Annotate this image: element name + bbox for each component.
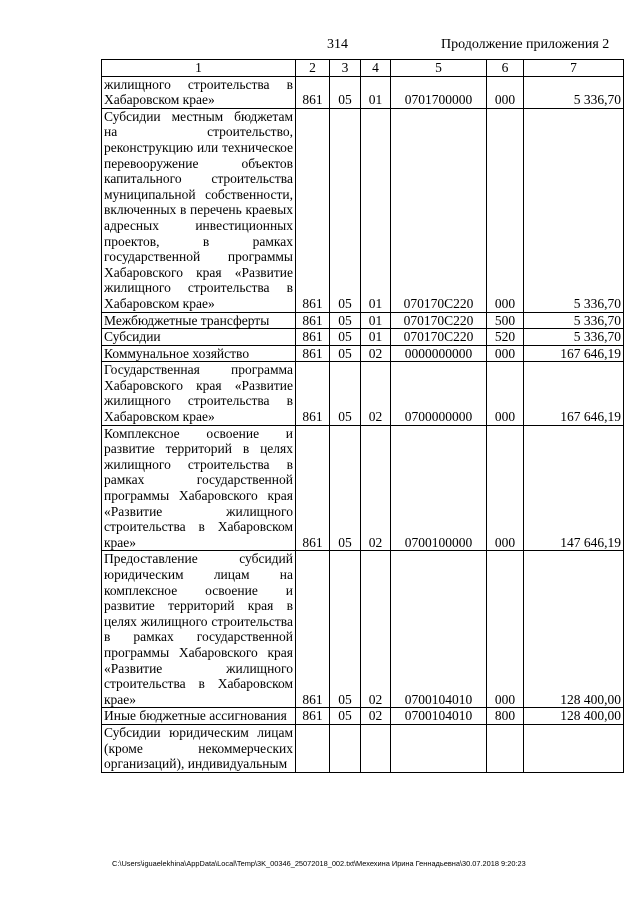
target-article-cell: 070170С220 [391,108,487,312]
appendix-continuation-label: Продолжение приложения 2 [441,37,610,52]
table-row [102,312,624,329]
subsection-code-cell: 02 [361,425,391,551]
column-header: 3 [330,60,361,77]
expense-type-cell: 000 [487,345,524,362]
subsection-code-cell: 02 [361,551,391,708]
item-name-cell: Комплексное освоение и развитие территорий в целях жилищного строительства в рамках государственной программы Хабаровского края «Развитие жилищного строительства в Хабаровском крае» [102,425,296,551]
ministry-code-cell: 861 [296,551,330,708]
expense-type-cell: 000 [487,362,524,425]
amount-cell: 5 336,70 [524,76,624,108]
expense-type-cell [487,724,524,772]
column-header: 5 [391,60,487,77]
table-row [102,425,624,551]
target-article-cell: 0700104010 [391,708,487,725]
ministry-code-cell: 861 [296,425,330,551]
table-row [102,724,624,772]
ministry-code-cell: 861 [296,345,330,362]
subsection-code-cell: 01 [361,76,391,108]
amount-cell: 5 336,70 [524,312,624,329]
target-article-cell [391,724,487,772]
section-code-cell: 05 [330,76,361,108]
section-code-cell: 05 [330,345,361,362]
page-number: 314 [327,37,348,52]
subsection-code-cell: 02 [361,345,391,362]
target-article-cell: 0000000000 [391,345,487,362]
amount-cell: 167 646,19 [524,345,624,362]
amount-cell: 5 336,70 [524,108,624,312]
budget-table [101,59,624,773]
expense-type-cell: 520 [487,329,524,346]
table-row [102,362,624,425]
file-path-footer: C:\Users\iguaelekhina\AppData\Local\Temp\3K_00346_25072018_002.txt\Мехехина Ирина Геннадьевна\30.07.2018 9:20:23 [112,859,526,868]
amount-cell: 147 646,19 [524,425,624,551]
amount-cell: 5 336,70 [524,329,624,346]
ministry-code-cell: 861 [296,76,330,108]
section-code-cell: 05 [330,551,361,708]
expense-type-cell: 800 [487,708,524,725]
item-name-cell: Межбюджетные трансферты [102,312,296,329]
column-header: 4 [361,60,391,77]
subsection-code-cell: 02 [361,362,391,425]
expense-type-cell: 000 [487,425,524,551]
ministry-code-cell [296,724,330,772]
ministry-code-cell: 861 [296,708,330,725]
table-row [102,329,624,346]
section-code-cell: 05 [330,312,361,329]
section-code-cell: 05 [330,362,361,425]
item-name-cell: жилищного строительства в Хабаровском крае» [102,76,296,108]
column-header: 2 [296,60,330,77]
target-article-cell: 0701700000 [391,76,487,108]
expense-type-cell: 000 [487,76,524,108]
target-article-cell: 070170С220 [391,312,487,329]
section-code-cell: 05 [330,108,361,312]
subsection-code-cell: 01 [361,329,391,346]
table-header-row [102,60,624,77]
ministry-code-cell: 861 [296,108,330,312]
column-header: 6 [487,60,524,77]
target-article-cell: 0700000000 [391,362,487,425]
table-row [102,108,624,312]
ministry-code-cell: 861 [296,312,330,329]
column-header: 1 [102,60,296,77]
amount-cell [524,724,624,772]
expense-type-cell: 000 [487,108,524,312]
amount-cell: 167 646,19 [524,362,624,425]
item-name-cell: Государственная программа Хабаровского края «Развитие жилищного строительства в Хабаровском крае» [102,362,296,425]
ministry-code-cell: 861 [296,329,330,346]
amount-cell: 128 400,00 [524,708,624,725]
section-code-cell: 05 [330,329,361,346]
expense-type-cell: 000 [487,551,524,708]
table-row [102,551,624,708]
table-row [102,708,624,725]
item-name-cell: Коммунальное хозяйство [102,345,296,362]
section-code-cell: 05 [330,425,361,551]
column-header: 7 [524,60,624,77]
subsection-code-cell: 01 [361,312,391,329]
item-name-cell: Иные бюджетные ассигнования [102,708,296,725]
table-row [102,345,624,362]
subsection-code-cell [361,724,391,772]
target-article-cell: 0700104010 [391,551,487,708]
target-article-cell: 0700100000 [391,425,487,551]
target-article-cell: 070170С220 [391,329,487,346]
item-name-cell: Субсидии [102,329,296,346]
ministry-code-cell: 861 [296,362,330,425]
table-row [102,76,624,108]
section-code-cell: 05 [330,708,361,725]
item-name-cell: Субсидии местным бюджетам на строительство, реконструкцию или техническое перевооружение объектов капитального строительства муниципальной собственности, включенных в перечень краевых адресных инвестиционных проектов, в рамках государственной программы Хабаровского края «Развитие жилищного строительства в Хабаровском крае» [102,108,296,312]
subsection-code-cell: 01 [361,108,391,312]
subsection-code-cell: 02 [361,708,391,725]
item-name-cell: Предоставление субсидий юридическим лицам на комплексное освоение и развитие территорий края в целях жилищного строительства в рамках государственной программы Хабаровского края «Развитие жилищного строительства в Хабаровском крае» [102,551,296,708]
amount-cell: 128 400,00 [524,551,624,708]
expense-type-cell: 500 [487,312,524,329]
item-name-cell: Субсидии юридическим лицам (кроме некоммерческих организаций), индивидуальным [102,724,296,772]
section-code-cell [330,724,361,772]
